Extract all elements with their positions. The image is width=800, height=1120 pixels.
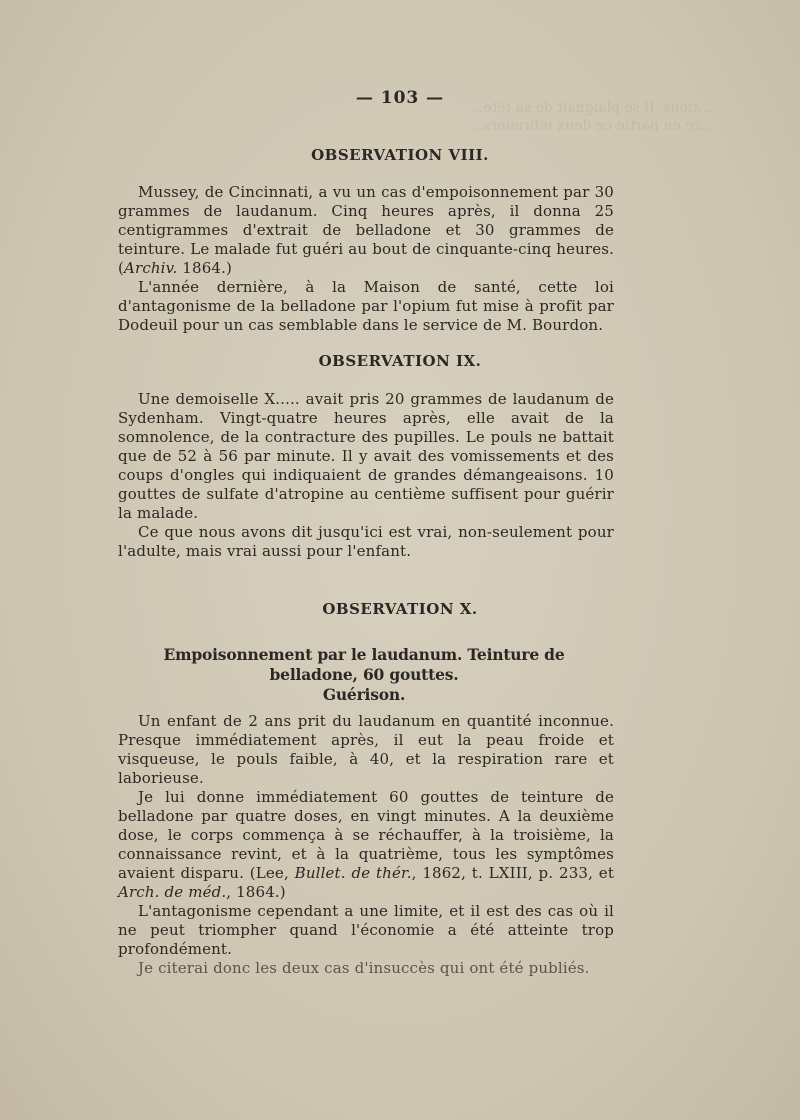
observation-10-subtitle-line-2: Guérison. bbox=[322, 685, 406, 704]
observation-8-body bbox=[118, 183, 614, 335]
citation-arch-med: Arch. de méd. bbox=[118, 883, 227, 901]
observation-10-paragraph-4: Je citerai donc les deux cas d'insuccès qui ont été publiés. bbox=[138, 959, 590, 977]
observation-9-paragraph-1: Une demoiselle X..... avait pris 20 grammes de laudanum de Sydenham. Vingt-quatre heures après, elle avait de la somnolence, de la contracture des pupilles. Le pouls ne battait que de 52 à 56 par minute. Il y avait des vomissements et des coups d'ongles qui indiquaient de grandes démangeaisons. 10 gouttes de sulfate d'atropine au centième suffisent pour guérir la malade. bbox=[118, 390, 614, 522]
observation-10-heading: OBSERVATION X. bbox=[322, 600, 478, 618]
citation-bullet-ther: Bullet. de thér. bbox=[294, 864, 412, 882]
page-number: — 103 — bbox=[355, 88, 445, 108]
observation-9-body bbox=[118, 390, 614, 561]
observation-9-paragraph-2: Ce que nous avons dit jusqu'ici est vrai, non-seulement pour l'adulte, mais vrai aussi pour l'enfant. bbox=[118, 523, 614, 560]
observation-10-paragraph-2: Je lui donne immédiatement 60 gouttes de teinture de belladone par quatre doses, en vingt minutes. A la deuxième dose, le corps commença à se réchauffer, à la troisième, la connaissance revint, et à la quatrième, tous les symptômes avaient disparu. (Lee, Bullet. de thér., 1862, t. LXIII, p. 233, et Arch. de méd., 1864.) bbox=[118, 788, 614, 901]
observation-10-paragraph-1: Un enfant de 2 ans prit du laudanum en quantité inconnue. Presque immédiatement après, il eut la peau froide et visqueuse, le pouls faible, à 40, et la respiration rare et laborieuse. bbox=[118, 712, 614, 787]
bleed-through-text: ...re en partie ce deux infirmiers... bbox=[470, 118, 714, 134]
observation-10-subtitle bbox=[118, 645, 610, 705]
observation-9-heading: OBSERVATION IX. bbox=[318, 352, 482, 370]
observation-10-subtitle-line-1: Empoisonnement par le laudanum. Teinture de belladone, 60 gouttes. bbox=[163, 645, 565, 684]
observation-8-paragraph-1: Mussey, de Cincinnati, a vu un cas d'empoisonnement par 30 grammes de laudanum. Cinq heures après, il donna 25 centigrammes d'extrait de belladone et 30 grammes de teinture. Le malade fut guéri au bout de cinquante-cinq heures. (Archiv. 1864.) bbox=[118, 183, 614, 277]
observation-8-paragraph-2: L'année dernière, à la Maison de santé, cette loi d'antagonisme de la belladone par l'opium fut mise à profit par Dodeuil pour un cas semblable dans le service de M. Bourdon. bbox=[118, 278, 614, 334]
observation-8-heading: OBSERVATION VIII. bbox=[311, 146, 489, 164]
citation-archiv: Archiv. bbox=[124, 259, 178, 277]
observation-10-body bbox=[118, 712, 614, 978]
bleed-through-text: ...tions. Il se plaignait de sa tête... bbox=[470, 100, 712, 116]
observation-10-paragraph-3: L'antagonisme cependant a une limite, et il est des cas où il ne peut triompher quand l'économie a été atteinte trop profondément. bbox=[118, 902, 614, 958]
